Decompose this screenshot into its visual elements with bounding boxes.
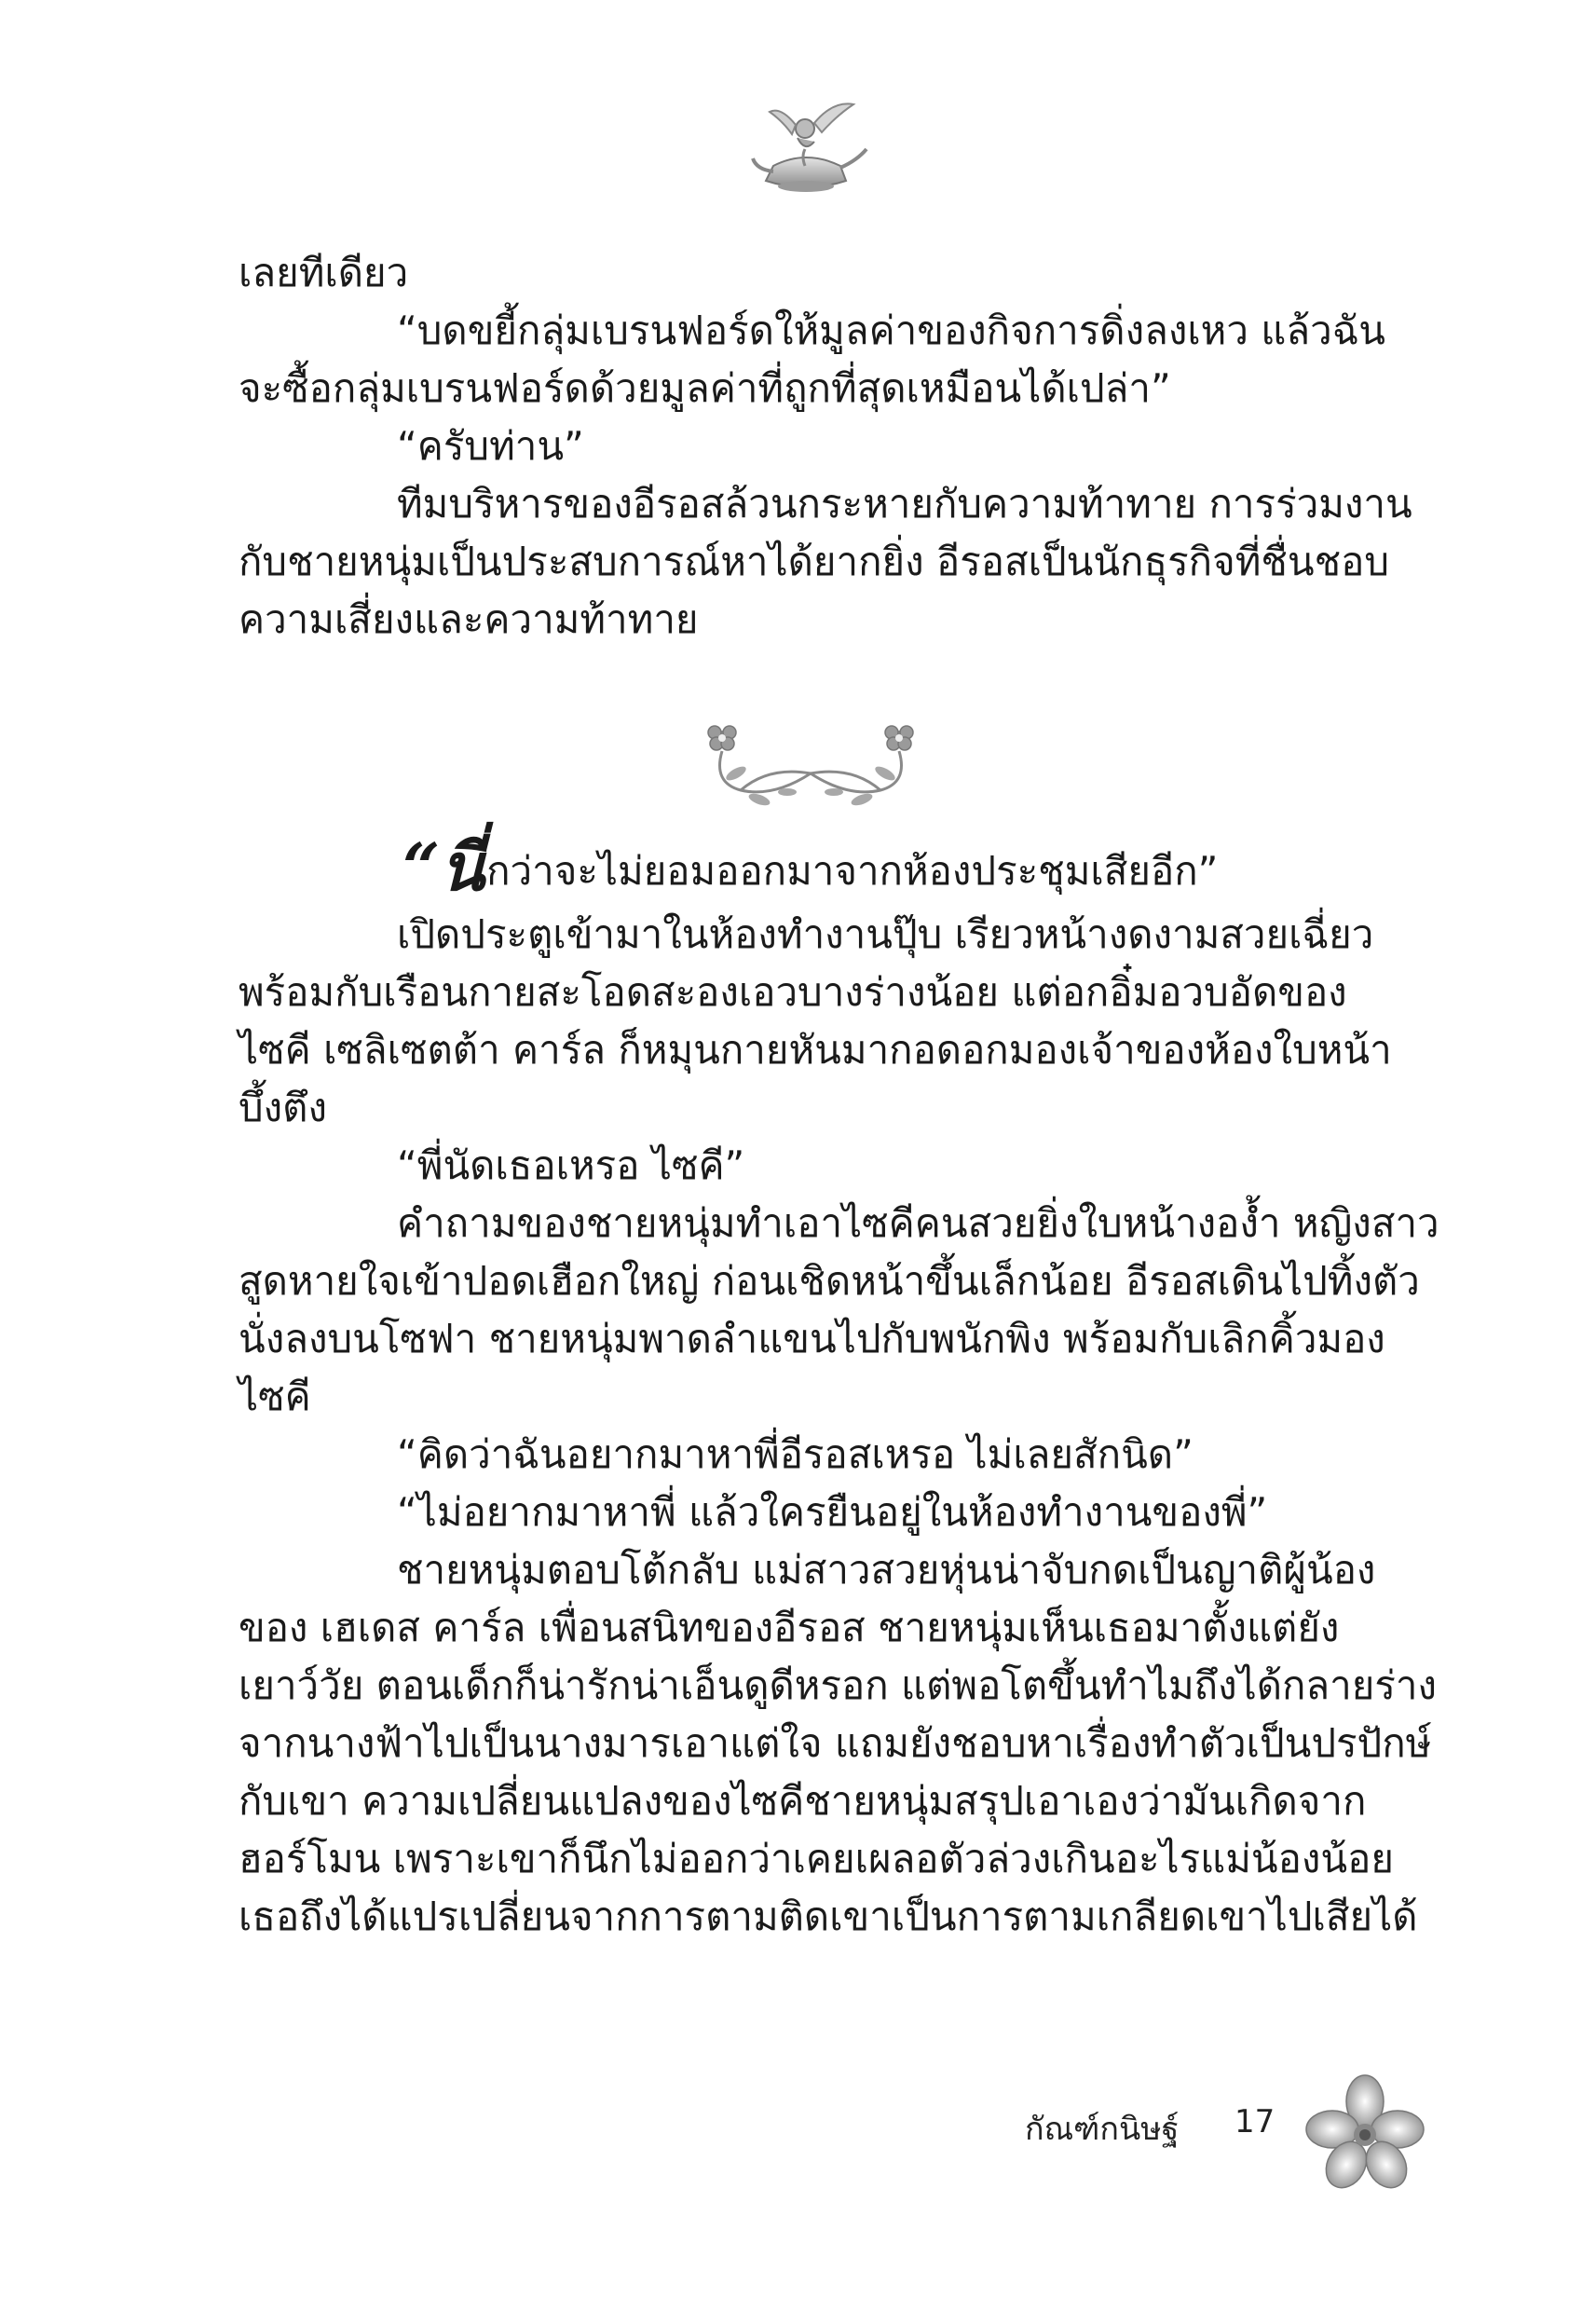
paragraph-line: กับเขา ความเปลี่ยนแปลงของไซคีชายหนุ่มสรุปเอาเองว่ามันเกิดจาก	[239, 1778, 1367, 1824]
paragraph-line: เธอถึงได้แปรเปลี่ยนจากการตามติดเขาเป็นการตามเกลียดเขาไปเสียได้	[239, 1894, 1418, 1939]
paragraph-line: จะซื้อกลุ่มเบรนฟอร์ดด้วยมูลค่าที่ถูกที่สุดเหมือนได้เปล่า”	[239, 365, 1171, 411]
paragraph-line: จากนางฟ้าไปเป็นนางมารเอาแต่ใจ แถมยังชอบหาเรื่องทำตัวเป็นปรปักษ์	[239, 1720, 1432, 1766]
drop-cap: “นี่	[402, 828, 485, 906]
book-title: กัณฑ์กนิษฐ์	[1025, 2111, 1180, 2148]
paragraph-line: ทีมบริหารของอีรอสล้วนกระหายกับความท้าทาย การร่วมงาน	[397, 481, 1412, 526]
paragraph-line: คำถามของชายหนุ่มทำเอาไซคีคนสวยยิ่งใบหน้างองํ้า หญิงสาว	[397, 1200, 1439, 1246]
paragraph-line: “บดขยี้กลุ่มเบรนฟอร์ดให้มูลค่าของกิจการดิ่งลงเหว แล้วฉัน	[397, 308, 1386, 353]
text-block-2	[239, 828, 1439, 1946]
paragraph-line: ของ เฮเดส คาร์ล เพื่อนสนิทของอีรอส ชายหนุ่มเห็นเธอมาตั้งแต่ยัง	[239, 1605, 1340, 1650]
paragraph-line: เลยทีเดียว	[239, 250, 409, 295]
paragraph-line: บึ้งตึง	[239, 1085, 327, 1130]
paragraph-line: “พี่นัดเธอเหรอ ไซคี”	[397, 1142, 745, 1188]
paragraph-line: “ครับท่าน”	[397, 423, 584, 469]
magnolia-flower-icon	[1304, 2073, 1425, 2195]
opening-line	[239, 828, 1403, 906]
opening-line-text: กว่าจะไม่ยอมออกมาจากห้องประชุมเสียอีก”	[486, 848, 1219, 894]
angel-teapot-ornament-icon	[736, 84, 876, 205]
page-number: 17	[1235, 2103, 1275, 2140]
paragraph-line: “ไม่อยากมาหาพี่ แล้วใครยืนอยู่ในห้องทำงานของพี่”	[397, 1489, 1268, 1535]
floral-divider-icon	[685, 718, 936, 820]
paragraph-line: ฮอร์โมน เพราะเขาก็นึกไม่ออกว่าเคยเผลอตัวล่วงเกินอะไรแม่น้องน้อย	[239, 1836, 1394, 1881]
paragraph-line: ไซคี	[239, 1374, 311, 1419]
paragraph-line: เปิดประตูเข้ามาในห้องทำงานปุ๊บ เรียวหน้างดงามสวยเฉี่ยว	[397, 911, 1374, 957]
text-block-1	[239, 244, 1412, 649]
paragraph-line: สูดหายใจเข้าปอดเฮือกใหญ่ ก่อนเชิดหน้าขึ้นเล็กน้อย อีรอสเดินไปทิ้งตัว	[239, 1258, 1420, 1304]
paragraph-line: ไซคี เซลิเซตต้า คาร์ล ก็หมุนกายหันมากอดอกมองเจ้าของห้องใบหน้า	[239, 1027, 1392, 1073]
paragraph-line: นั่งลงบนโซฟา ชายหนุ่มพาดลำแขนไปกับพนักพิง พร้อมกับเลิกคิ้วมอง	[239, 1316, 1385, 1361]
paragraph-line: ชายหนุ่มตอบโต้กลับ แม่สาวสวยหุ่นน่าจับกดเป็นญาติผู้น้อง	[397, 1547, 1376, 1593]
paragraph-line: “คิดว่าฉันอยากมาหาพี่อีรอสเหรอ ไม่เลยสักนิด”	[397, 1431, 1194, 1477]
paragraph-line: ความเสี่ยงและความท้าทาย	[239, 596, 699, 642]
page-footer	[1025, 2092, 1416, 2204]
paragraph-line: กับชายหนุ่มเป็นประสบการณ์หาได้ยากยิ่ง อีรอสเป็นนักธุรกิจที่ชื่นชอบ	[239, 539, 1390, 584]
paragraph-line: พร้อมกับเรือนกายสะโอดสะองเอวบางร่างน้อย แต่อกอิ๋มอวบอัดของ	[239, 969, 1347, 1015]
paragraph-line: เยาว์วัย ตอนเด็กก็น่ารักน่าเอ็นดูดีหรอก แต่พอโตขึ้นทำไมถึงได้กลายร่าง	[239, 1662, 1437, 1708]
